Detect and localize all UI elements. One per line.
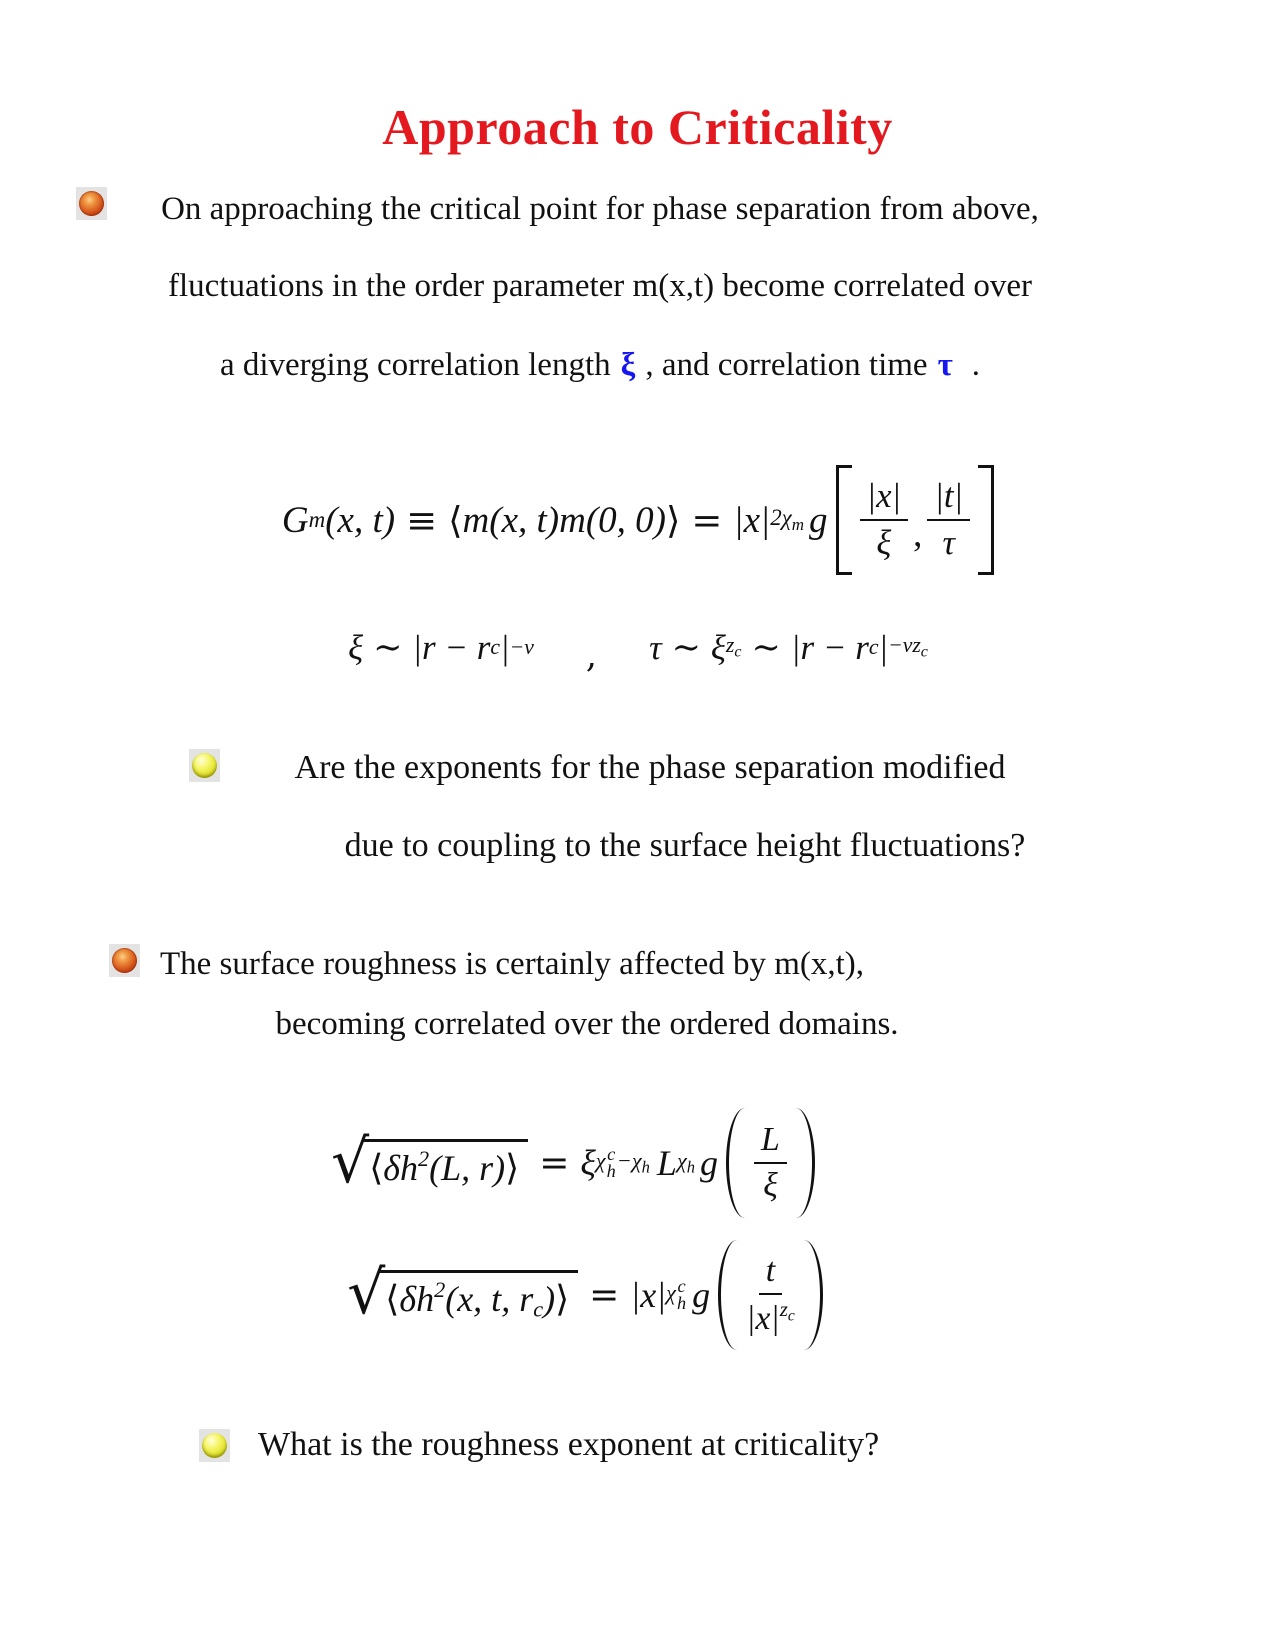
- right-parenthesis: [804, 1240, 823, 1350]
- similar-sign: ∼: [671, 628, 701, 668]
- equals-sign: =: [539, 1142, 570, 1184]
- eq3-chi1-supsub: [607, 1146, 616, 1180]
- eq3-dh: δh: [383, 1147, 418, 1188]
- eq2-xi2-exp-sub: c: [734, 643, 742, 661]
- equals-sign: =: [691, 498, 723, 542]
- langle-bracket: ⟨: [369, 1147, 384, 1189]
- eq3-chi2-sub: h: [641, 1157, 650, 1177]
- intro-line-3-text: a diverging correlation length: [219, 347, 611, 383]
- similar-sign: ∼: [751, 628, 781, 668]
- intro-line-2: fluctuations in the order parameter m(x,t) become correlated over: [167, 268, 1033, 304]
- equals-sign: =: [589, 1274, 620, 1316]
- eq2-abs1: |r − r: [412, 628, 491, 667]
- eq1-fraction-1: [860, 478, 909, 561]
- eq4-args-close: ): [543, 1279, 556, 1320]
- left-square-bracket: [836, 465, 852, 575]
- eq1-frac2-den: τ: [942, 523, 955, 562]
- eq3-scaling-function: g: [700, 1143, 719, 1183]
- left-parenthesis: [726, 1108, 745, 1218]
- surface-roughness-line-1: The surface roughness is certainly affected by m(x,t),: [160, 946, 865, 982]
- eq3-args: (L, r): [429, 1147, 506, 1188]
- langle-bracket: ⟨: [385, 1279, 400, 1321]
- eq2-abs2-exp-sub: c: [920, 643, 928, 661]
- eq2-abs2-exp-main: −νz: [888, 633, 921, 658]
- eq4-frac-den-exp-z: z: [779, 1297, 788, 1321]
- eq4-chi-supsub: [677, 1278, 686, 1312]
- eq4-chi-sub: h: [676, 1293, 687, 1313]
- eq1-G-sub: m: [308, 506, 326, 532]
- langle-bracket: ⟨: [448, 498, 463, 542]
- eq2-abs1-exponent: −ν: [509, 635, 534, 660]
- rangle-bracket: ⟩: [505, 1147, 520, 1189]
- intro-line-3: [60, 343, 1140, 387]
- question-roughness-exponent: What is the roughness exponent at criticality?: [258, 1426, 880, 1463]
- eq3-L-exp-sub: h: [686, 1157, 696, 1177]
- eq4-args-sub: c: [533, 1296, 544, 1322]
- eq3-fraction: [754, 1122, 787, 1203]
- orange-ball-icon: [112, 948, 137, 973]
- eq1-comma: ,: [913, 514, 923, 555]
- eq2-abs2-sub: c: [868, 635, 879, 660]
- equation-correlation-length-time: [10, 620, 1266, 676]
- eq4-frac-den-base: |x|: [746, 1300, 780, 1337]
- intro-line-3-period: .: [971, 347, 981, 383]
- eq2-abs2: |r − r: [790, 628, 869, 667]
- eq1-frac1-num: |x|: [860, 478, 909, 521]
- eq3-L-exp-chi: χ: [676, 1147, 687, 1173]
- eq4-paren-group: [718, 1240, 823, 1350]
- orange-ball-icon: [109, 944, 140, 977]
- eq2-abs2-close: |: [878, 628, 889, 667]
- eq1-exponent-sub: m: [791, 514, 805, 534]
- eq2-abs1-sub: c: [490, 635, 501, 660]
- eq3-xi: ξ: [580, 1143, 596, 1183]
- eq4-exponent: [666, 1278, 687, 1312]
- eq3-dh-squared: 2: [417, 1145, 430, 1171]
- equiv-sign: ≡: [406, 498, 438, 542]
- eq1-scaling-function: g: [809, 499, 828, 541]
- yellow-ball-icon: [199, 1429, 230, 1462]
- eq2-abs1-close: |: [500, 628, 510, 667]
- xi-symbol: ξ: [620, 347, 636, 383]
- eq4-args: (x, t, r: [445, 1279, 534, 1320]
- eq3-xi-exponent: [596, 1146, 650, 1180]
- eq1-base: |x|: [733, 499, 771, 541]
- eq1-G: G: [281, 499, 309, 541]
- eq1-fraction-2: [927, 478, 970, 561]
- eq2-abs2-exponent: [888, 635, 928, 661]
- eq3-L: L: [656, 1143, 677, 1183]
- eq3-paren-group: [726, 1108, 815, 1218]
- eq2-xi2: ξ: [710, 628, 726, 667]
- eq4-radicand: [378, 1270, 578, 1321]
- eq2-xi2-exp-z: z: [725, 633, 735, 658]
- eq1-bracket-group: [836, 468, 995, 572]
- eq2-xi: ξ: [348, 628, 364, 667]
- eq3-frac-den: ξ: [763, 1167, 778, 1204]
- intro-line-3-mid: , and correlation time: [645, 347, 928, 383]
- eq1-frac2-num: |t|: [927, 478, 970, 521]
- eq4-frac-num: t: [759, 1253, 782, 1295]
- similar-sign: ∼: [373, 628, 403, 668]
- surface-roughness-line-2: becoming correlated over the ordered domains.: [275, 1006, 899, 1042]
- eq2-comma: ,: [585, 636, 598, 676]
- equation-correlation-function: [10, 464, 1266, 576]
- eq1-exponent-main: 2χ: [770, 504, 792, 530]
- eq3-square-root: [331, 1127, 528, 1197]
- rangle-bracket: ⟩: [555, 1279, 570, 1321]
- right-parenthesis: [796, 1108, 815, 1218]
- radical-sign: √: [347, 1259, 386, 1329]
- eq4-frac-den-exp-sub: c: [787, 1307, 795, 1325]
- question-exponents-line-1: Are the exponents for the phase separation modified: [294, 749, 1006, 786]
- eq4-fraction: [746, 1253, 795, 1336]
- tau-symbol: τ: [937, 347, 953, 383]
- eq3-frac-num: L: [754, 1122, 787, 1164]
- eq4-frac-den-exponent: [779, 1297, 795, 1325]
- eq4-frac-den: [746, 1295, 795, 1337]
- eq1-average: m(x, t)m(0, 0): [462, 499, 666, 541]
- eq4-scaling-function: g: [692, 1275, 711, 1315]
- question-exponents-line-2: due to coupling to the surface height fluctuations?: [344, 827, 1026, 864]
- radical-sign: √: [331, 1127, 370, 1197]
- eq2-xi2-exponent: [726, 635, 742, 661]
- eq1-exponent: [770, 504, 805, 534]
- eq4-dh-squared: 2: [434, 1277, 446, 1303]
- intro-line-1: On approaching the critical point for phase separation from above,: [161, 191, 1039, 227]
- eq4-square-root: [347, 1259, 578, 1329]
- eq4-chi: χ: [666, 1280, 676, 1306]
- page-title: Approach to Criticality: [382, 99, 893, 155]
- eq3-radicand: [362, 1139, 528, 1189]
- yellow-ball-icon: [202, 1433, 227, 1458]
- eq3-chi1-sub: h: [606, 1161, 616, 1181]
- eq1-frac1-den: ξ: [876, 523, 892, 562]
- left-parenthesis: [718, 1240, 737, 1350]
- eq2-tau: τ: [649, 628, 662, 667]
- minus-sign: −: [616, 1148, 632, 1174]
- rangle-bracket: ⟩: [665, 498, 681, 542]
- eq3-L-exponent: [676, 1147, 696, 1177]
- eq3-chi2: χ: [631, 1148, 642, 1174]
- equation-roughness-finite-size: [0, 1104, 1146, 1222]
- eq4-chi-sup: c: [677, 1276, 686, 1297]
- equation-roughness-critical: [0, 1236, 1170, 1354]
- right-square-bracket: [978, 465, 994, 575]
- eq1-args: (x, t): [325, 499, 396, 541]
- eq4-dh: δh: [399, 1279, 435, 1320]
- eq3-chi1-sup: c: [607, 1144, 616, 1165]
- eq4-base: |x|: [630, 1275, 667, 1315]
- eq3-chi1: χ: [595, 1148, 606, 1174]
